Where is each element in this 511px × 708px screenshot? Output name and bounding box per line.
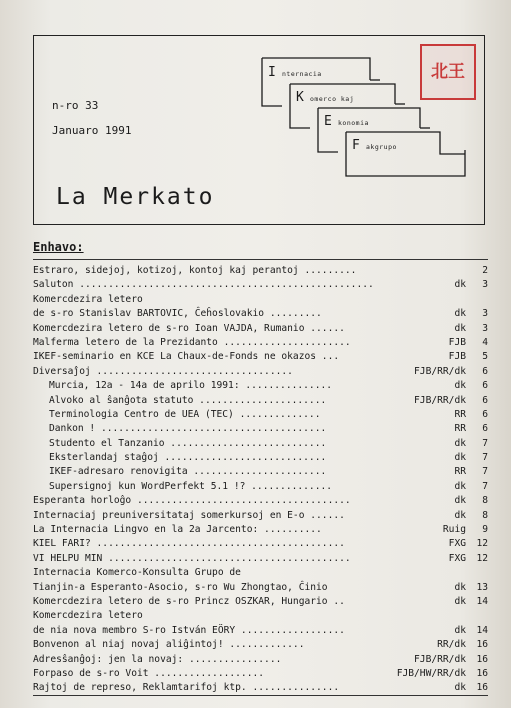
toc-entry-page: 6 <box>482 380 488 392</box>
toc-row <box>33 654 488 668</box>
toc-row <box>33 323 488 337</box>
toc-row <box>33 596 488 610</box>
toc-entry-title: Dankon ! ....................................... <box>49 423 327 435</box>
toc-entry-author: dk <box>454 624 466 636</box>
toc-entry-page: 9 <box>482 524 488 536</box>
toc-row <box>33 265 488 279</box>
toc-entry-title: IKEF-seminario en KCE La Chaux-de-Fonds ne okazos ... <box>33 351 340 363</box>
toc-row <box>33 294 488 308</box>
toc-entry-author: FJB/RR/dk <box>414 394 466 406</box>
toc-entry-author: dk <box>454 595 466 607</box>
toc-entry-page: 16 <box>476 653 488 665</box>
toc-entry-author: dk <box>454 581 466 593</box>
toc-entry-author: FJB <box>448 336 466 348</box>
issue-number: n-ro 33 <box>52 99 99 112</box>
contents-heading: Enhavo: <box>33 240 84 254</box>
toc-entry-author: dk <box>454 452 466 464</box>
toc-row <box>33 337 488 351</box>
toc-entry-title: Esperanta horloĝo ..................................... <box>33 495 351 507</box>
toc-entry-title: de s-ro Stanislav BARTOVIC, Ĉeĥoslovakio ......... <box>33 308 322 320</box>
toc-entry-page: 14 <box>476 595 488 607</box>
toc-entry-title: Komercdezira letero <box>33 293 143 305</box>
toc-entry-title: Terminologia Centro de UEA (TEC) .............. <box>49 408 321 420</box>
toc-row <box>33 567 488 581</box>
toc-entry-title: Bonvenon al niaj novaj aliĝintoj! ............. <box>33 639 305 651</box>
toc-row <box>33 625 488 639</box>
toc-entry-author: RR <box>454 466 466 478</box>
toc-entry-author: FJB/RR/dk <box>414 653 466 665</box>
toc-entry-title: Komercdezira letero de s-ro Princz OSZKAR, Hungario .. <box>33 595 345 607</box>
toc-entry-author: RR <box>454 408 466 420</box>
toc-entry-author: FXG <box>448 538 466 550</box>
toc-entry-title: Internaciaj preuniversitataj somerkursoj en E-o ...... <box>33 509 345 521</box>
toc-entry-page: 3 <box>482 279 488 291</box>
toc-entry-author: dk <box>454 480 466 492</box>
toc-entry-author: FJB/HW/RR/dk <box>396 667 466 679</box>
toc-entry-page: 8 <box>482 495 488 507</box>
toc-row <box>33 553 488 567</box>
toc-entry-title: La Internacia Lingvo en la 2a Jarcento: .......... <box>33 524 322 536</box>
toc-entry-title: Murcia, 12a - 14a de aprilo 1991: ............... <box>49 380 333 392</box>
toc-row <box>33 481 488 495</box>
toc-entry-title: Forpaso de s-ro Voit ................... <box>33 667 265 679</box>
divider-top <box>33 259 488 260</box>
toc-row <box>33 495 488 509</box>
toc-entry-page: 3 <box>482 308 488 320</box>
toc-entry-title: Komercdezira letero <box>33 610 143 622</box>
toc-entry-title: Tianjin-a Esperanto-Asocio, s-ro Wu Zhongtao, Ĉinio <box>33 581 328 593</box>
toc-entry-page: 16 <box>476 682 488 694</box>
toc-entry-title: Malferma letero de la Prezidanto ...................... <box>33 336 351 348</box>
acronym-word-f: akgrupo <box>366 143 397 151</box>
toc-row <box>33 466 488 480</box>
toc-entry-page: 4 <box>482 336 488 348</box>
toc-entry-title: Komercdezira letero de s-ro Ioan VAJDA, Rumanio ...... <box>33 322 345 334</box>
toc-row <box>33 452 488 466</box>
toc-row <box>33 366 488 380</box>
toc-entry-title: Saluton ................................................... <box>33 279 374 291</box>
toc-entry-author: dk <box>454 279 466 291</box>
toc-entry-author: FJB <box>448 351 466 363</box>
toc-entry-title: Estraro, sidejoj, kotizoj, kontoj kaj perantoj ......... <box>33 265 357 276</box>
toc-row <box>33 423 488 437</box>
toc-row <box>33 380 488 394</box>
toc-row <box>33 524 488 538</box>
toc-entry-page: 12 <box>476 552 488 564</box>
toc-entry-author: dk <box>454 308 466 320</box>
toc-entry-title: Rajtoj de represo, Reklamtarifoj ktp. ............... <box>33 682 340 694</box>
toc-entry-page: 7 <box>482 480 488 492</box>
red-seal-stamp: 北王 <box>420 44 476 100</box>
toc-row <box>33 582 488 596</box>
toc-row <box>33 438 488 452</box>
toc-entry-title: de nia nova membro S-ro István EÖRY .................. <box>33 624 345 636</box>
divider-bottom <box>33 695 488 696</box>
toc-row <box>33 538 488 552</box>
toc-entry-author: Ruig <box>442 524 466 536</box>
toc-entry-author: dk <box>454 322 466 334</box>
toc-row <box>33 668 488 682</box>
toc-entry-title: Studento el Tanzanio ........................... <box>49 437 327 449</box>
toc-row <box>33 610 488 624</box>
toc-entry-page: 6 <box>482 423 488 435</box>
acronym-letter-k: K <box>296 90 304 105</box>
toc-entry-author: FXG <box>448 552 466 564</box>
toc-row <box>33 409 488 423</box>
toc-entry-author: dk <box>454 437 466 449</box>
toc-entry-author: RR/dk <box>437 639 466 651</box>
toc-entry-page: 6 <box>482 365 488 377</box>
toc-row <box>33 510 488 524</box>
toc-entry-title: Alvoko al ŝanĝota statuto ...................... <box>49 394 327 406</box>
toc-entry-page: 16 <box>476 667 488 679</box>
toc-entry-page: 2 <box>482 265 488 276</box>
acronym-word-e: konomia <box>338 119 369 127</box>
acronym-letter-e: E <box>324 114 332 129</box>
toc-entry-title: Diversaĵoj .................................. <box>33 365 293 377</box>
toc-entry-title: Eksterlandaj staĝoj ............................ <box>49 452 327 464</box>
toc-entry-page: 16 <box>476 639 488 651</box>
acronym-word-k: omerco kaj <box>310 95 355 103</box>
issue-date: Januaro 1991 <box>52 124 132 137</box>
toc-row <box>33 639 488 653</box>
toc-row <box>33 351 488 365</box>
toc-entry-author: dk <box>454 509 466 521</box>
toc-entry-title: Supersignoj kun WordPerfekt 5.1 !? .............. <box>49 480 333 492</box>
toc-row <box>33 395 488 409</box>
acronym-letter-i: I <box>268 65 276 80</box>
table-of-contents <box>33 265 488 697</box>
toc-entry-page: 6 <box>482 394 488 406</box>
toc-entry-author: dk <box>454 495 466 507</box>
toc-entry-title: Adresŝanĝoj: jen la novaj: ................ <box>33 653 282 665</box>
toc-entry-page: 14 <box>476 624 488 636</box>
acronym-word-i: nternacia <box>282 70 322 78</box>
toc-row <box>33 308 488 322</box>
toc-entry-title: VI HELPU MIN .......................................... <box>33 552 351 564</box>
toc-entry-page: 13 <box>476 581 488 593</box>
toc-entry-page: 6 <box>482 408 488 420</box>
toc-entry-title: Internacia Komerco-Konsulta Grupo de <box>33 567 241 579</box>
toc-entry-page: 7 <box>482 437 488 449</box>
toc-entry-author: RR <box>454 423 466 435</box>
toc-row <box>33 279 488 293</box>
toc-entry-page: 5 <box>482 351 488 363</box>
acronym-letter-f: F <box>352 138 360 153</box>
toc-entry-page: 3 <box>482 322 488 334</box>
toc-entry-page: 12 <box>476 538 488 550</box>
toc-entry-author: FJB/RR/dk <box>414 365 466 377</box>
toc-entry-page: 7 <box>482 452 488 464</box>
toc-entry-title: IKEF-adresaro renovigita ....................... <box>49 466 327 478</box>
toc-entry-page: 7 <box>482 466 488 478</box>
toc-entry-author: dk <box>454 682 466 694</box>
toc-entry-title: KIEL FARI? ........................................... <box>33 538 345 550</box>
toc-entry-author: dk <box>454 380 466 392</box>
toc-entry-page: 8 <box>482 509 488 521</box>
magazine-title: La Merkato <box>56 184 215 210</box>
